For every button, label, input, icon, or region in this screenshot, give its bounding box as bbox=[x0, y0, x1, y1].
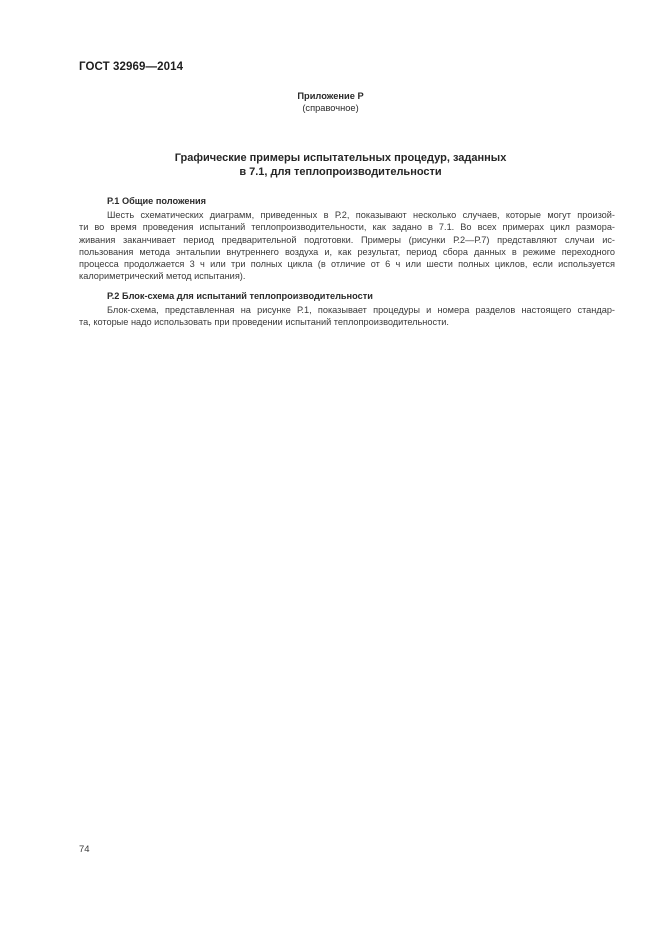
appendix-title bbox=[0, 152, 661, 179]
section-p1-paragraph bbox=[79, 209, 615, 283]
paragraph-line: ти во время проведения испытаний теплопроизводительности, как задано в 7.1. Во всех примерах цикл размора- bbox=[79, 222, 615, 233]
title-line-2: в 7.1, для теплопроизводительности bbox=[239, 165, 442, 178]
paragraph-line: процесса продолжается 3 ч или три полных цикла (в отличие от 6 ч или шести полных циклов, если используется bbox=[79, 259, 615, 270]
section-heading-p1: Р.1 Общие положения bbox=[107, 196, 207, 206]
paragraph-line: калориметрический метод испытания). bbox=[79, 271, 246, 282]
title-line-1: Графические примеры испытательных процедур, заданных bbox=[174, 152, 507, 164]
page-number: 74 bbox=[79, 844, 90, 855]
paragraph-line: Блок-схема, представленная на рисунке Р.1, показывает процедуры и номера разделов настоящего стандар- bbox=[107, 305, 615, 315]
paragraph-line: та, которые надо использовать при проведении испытаний теплопроизводительности. bbox=[79, 317, 449, 328]
section-p2-paragraph bbox=[79, 304, 615, 329]
paragraph-line: пользования метода энтальпии внутреннего воздуха и, как результат, период сбора данных в режиме переходного bbox=[79, 246, 615, 257]
paragraph-line: Шесть схематических диаграмм, приведенных в Р.2, показывают несколько случаев, которые могут произой- bbox=[107, 210, 615, 220]
standard-code: ГОСТ 32969—2014 bbox=[79, 61, 184, 73]
appendix-header bbox=[0, 90, 661, 114]
paragraph-line: живания заканчивает период предварительной подготовки. Примеры (рисунки Р.2—Р.7) представляют случаи ис- bbox=[79, 234, 615, 245]
appendix-type: (справочное) bbox=[302, 103, 359, 113]
section-heading-p2: Р.2 Блок-схема для испытаний теплопроизводительности bbox=[107, 291, 373, 301]
appendix-label: Приложение Р bbox=[297, 91, 364, 101]
